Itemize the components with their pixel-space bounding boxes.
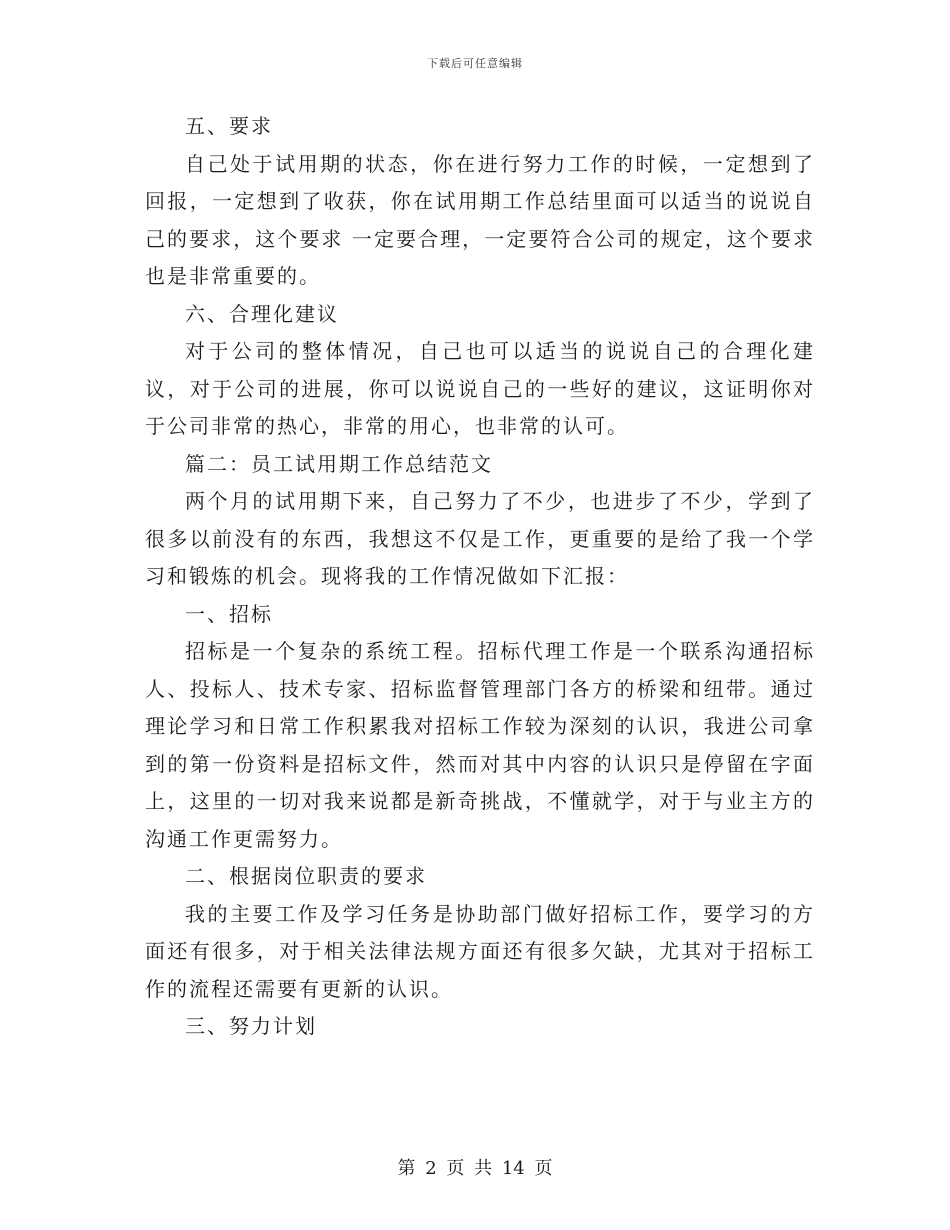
section-heading-bidding: 一、招标 bbox=[185, 601, 273, 626]
paragraph-requirements: 自己处于试用期的状态，你在进行努力工作的时候，一定想到了回报，一定想到了收获，你在试用期工作总结里面可以适当的说说自己的要求，这个要求 一定要合理，一定要符合公司的规定，这个要求也是非常重要的。 bbox=[145, 151, 815, 288]
page-number: 第 2 页 共 14 页 bbox=[397, 1158, 553, 1179]
section-heading-plan: 三、努力计划 bbox=[185, 1014, 317, 1038]
section-heading-suggestions: 六、合理化建议 bbox=[185, 301, 339, 326]
document-body bbox=[145, 108, 815, 1046]
paragraph-suggestions: 对于公司的整体情况，自己也可以适当的说说自己的合理化建议，对于公司的进展，你可以说说自己的一些好的建议，这证明你对于公司非常的热心，非常的用心，也非常的认可。 bbox=[145, 339, 815, 438]
paragraph-intro: 两个月的试用期下来，自己努力了不少，也进步了不少，学到了很多以前没有的东西，我想这不仅是工作，更重要的是给了我一个学习和锻炼的机会。现将我的工作情况做如下汇报： bbox=[145, 489, 815, 588]
paragraph-bidding: 招标是一个复杂的系统工程。招标代理工作是一个联系沟通招标人、投标人、技术专家、招标监督管理部门各方的桥梁和纽带。通过理论学习和日常工作积累我对招标工作较为深刻的认识，我进公司拿到的第一份资料是招标文件，然而对其中内容的认识只是停留在字面上，这里的一切对我来说都是新奇挑战，不懂就学，对于与业主方的沟通工作更需努力。 bbox=[145, 639, 815, 851]
paragraph-duties: 我的主要工作及学习任务是协助部门做好招标工作，要学习的方面还有很多，对于相关法律法规方面还有很多欠缺，尤其对于招标工作的流程还需要有更新的认识。 bbox=[145, 901, 815, 1001]
section-heading-requirements: 五、要求 bbox=[185, 114, 273, 138]
article-title-part-two: 篇二：员工试用期工作总结范文 bbox=[185, 451, 493, 476]
section-heading-duties: 二、根据岗位职责的要求 bbox=[185, 864, 427, 888]
page-header-note: 下载后可任意编辑 bbox=[427, 57, 523, 70]
